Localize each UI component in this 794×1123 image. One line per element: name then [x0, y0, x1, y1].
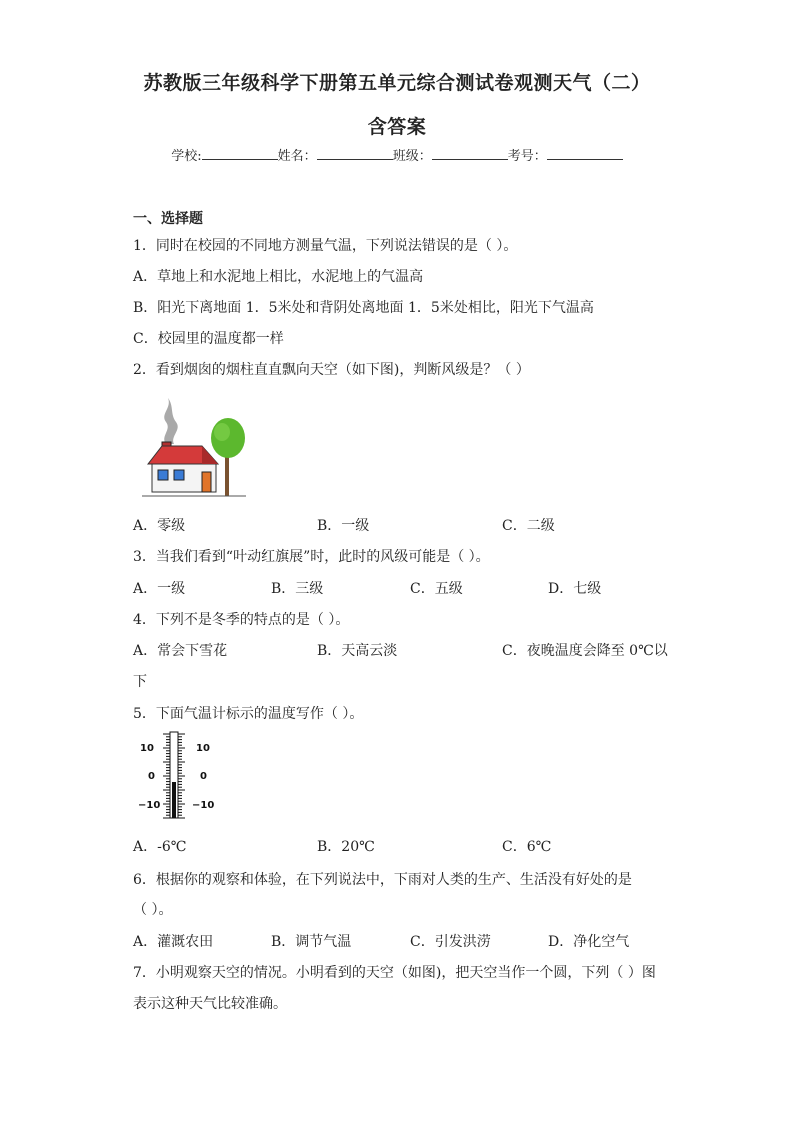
question-6-option-a: A．灌溉农田 [133, 934, 214, 950]
question-4-option-c: C．夜晚温度会降至 0℃以 [502, 643, 668, 659]
question-1-option-a: A．草地上和水泥地上相比，水泥地上的气温高 [133, 269, 424, 285]
question-5-stem: 5．下面气温计标示的温度写作（ ）。 [133, 706, 364, 722]
question-5-option-c: C．6℃ [502, 839, 552, 855]
exam-title-line2: 含答案 [367, 116, 427, 138]
question-3-option-c: C．五级 [410, 581, 463, 597]
question-6-option-b: B．调节气温 [271, 934, 352, 950]
question-2-option-a: A．零级 [133, 518, 186, 534]
question-1-stem: 1．同时在校园的不同地方测量气温，下列说法错误的是（ ）。 [133, 238, 518, 254]
number-blank[interactable] [547, 147, 623, 160]
door-icon [202, 472, 211, 492]
class-blank[interactable] [432, 147, 508, 160]
question-2-option-b: B．一级 [317, 518, 370, 534]
question-4-option-c-continued: 下 [133, 674, 147, 690]
question-7-stem: 7．小明观察天空的情况。小明看到的天空（如图)，把天空当作一个圆，下列（ ）图 [133, 965, 656, 981]
scale-label-left-mid: 0 [148, 771, 155, 782]
section-heading: 一、选择题 [133, 211, 203, 227]
name-label: 姓名： [277, 149, 317, 164]
question-2-option-c: C．二级 [502, 518, 555, 534]
question-5-option-a: A．-6℃ [133, 839, 187, 855]
question-3-stem: 3．当我们看到“叶动红旗展”时，此时的风级可能是（ ）。 [133, 549, 490, 565]
thermometer-illustration [138, 730, 218, 824]
scale-label-right-mid: 0 [200, 771, 207, 782]
scale-label-left-top: 10 [140, 743, 154, 754]
window-icon [158, 470, 168, 480]
school-blank[interactable] [202, 147, 278, 160]
number-label: 考号： [507, 149, 547, 164]
question-6-stem-continued: （ ）。 [133, 902, 173, 918]
question-3-option-a: A．一级 [133, 581, 186, 597]
question-4-option-a: A．常会下雪花 [133, 643, 228, 659]
house-chimney-smoke-illustration [142, 392, 248, 500]
name-blank[interactable] [317, 147, 393, 160]
student-info-row [0, 145, 794, 164]
question-2-stem: 2．看到烟囱的烟柱直直飘向天空（如下图)，判断风级是？（ ） [133, 362, 530, 378]
thermometer-liquid-icon [172, 782, 176, 818]
scale-label-right-top: 10 [196, 743, 210, 754]
question-7-stem-continued: 表示这种天气比较准确。 [133, 996, 287, 1012]
question-6-option-c: C．引发洪涝 [410, 934, 491, 950]
question-3-option-d: D．七级 [548, 581, 602, 597]
question-1-option-b: B．阳光下离地面 1．5米处和背阴处离地面 1．5米处相比，阳光下气温高 [133, 300, 594, 316]
question-6-stem: 6．根据你的观察和体验，在下列说法中，下雨对人类的生产、生活没有好处的是 [133, 872, 632, 888]
smoke-icon [164, 398, 177, 444]
class-label: 班级： [392, 149, 432, 164]
question-6-option-d: D．净化空气 [548, 934, 630, 950]
exam-title: 苏教版三年级科学下册第五单元综合测试卷观测天气（二） [143, 72, 651, 94]
question-3-option-b: B．三级 [271, 581, 324, 597]
scale-label-left-bottom: −10 [138, 800, 161, 811]
question-5-option-b: B．20℃ [317, 839, 375, 855]
question-4-stem: 4．下列不是冬季的特点的是（ ）。 [133, 612, 350, 628]
school-label: 学校: [171, 149, 202, 164]
question-1-option-c: C．校园里的温度都一样 [133, 331, 284, 347]
question-4-option-b: B．天高云淡 [317, 643, 398, 659]
scale-label-right-bottom: −10 [192, 800, 215, 811]
